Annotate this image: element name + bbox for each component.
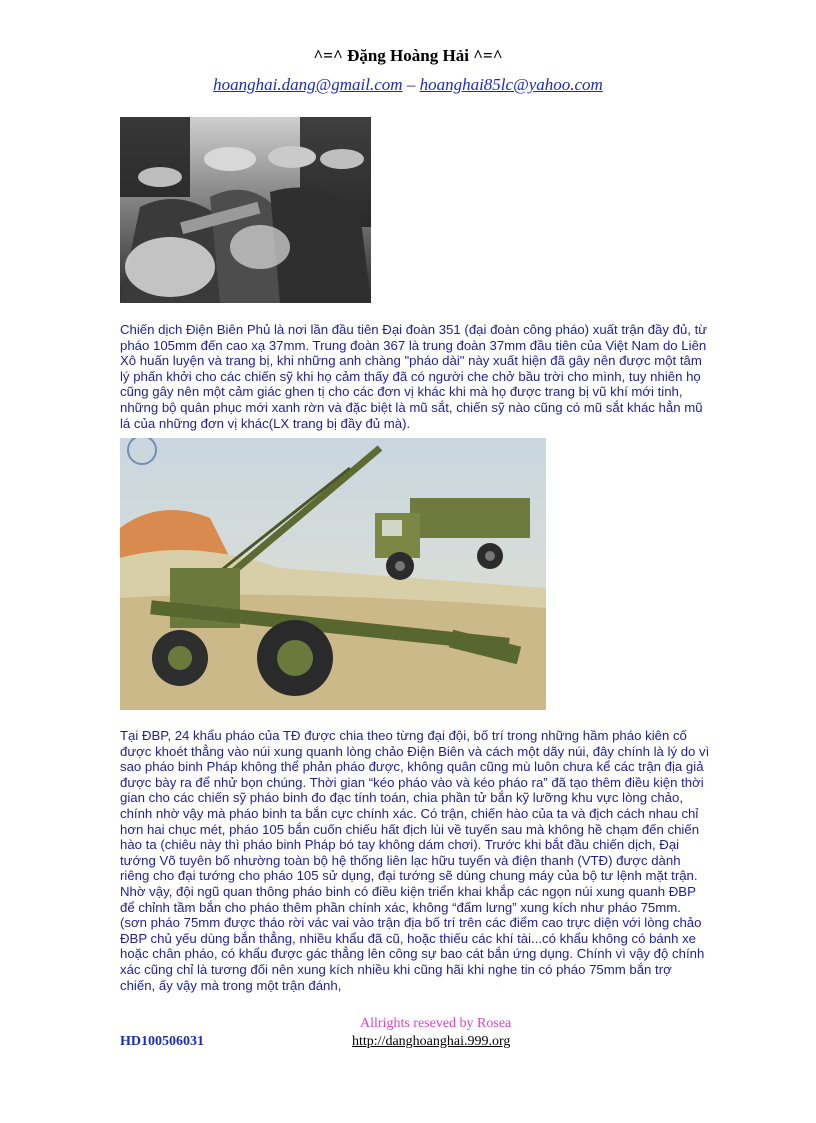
email-separator: –: [402, 75, 420, 94]
author-emails: [0, 75, 816, 95]
historical-photo-soldiers: [120, 117, 371, 303]
footer-rights: Allrights reseved by Rosea: [360, 1016, 512, 1031]
aa-gun-painting: [120, 438, 546, 710]
paragraph-artillery: Tại ĐBP, 24 khẩu pháo của TĐ được chia theo từng đại đội, bố trí trong những hầm pháo kiên cố được khoét thẳng vào núi xung quanh lòng chảo Điện Biên và cách một dãy núi, đây chính là lý do vì sao pháo binh Pháp không thể phản pháo được, không quân cũng mù luôn chưa kể các trận địa giả được bày ra để nhử bọn chúng. Thời gian “kéo pháo vào và kéo pháo ra” đã tạo thêm điều kiện thời gian cho các chiến sỹ pháo binh đo đạc tính toán, chia phần tử bắn kỹ lưỡng khu vực lòng chảo, chính nhờ vậy mà pháo binh ta bắn cực chính xác. Có trận, chiến hào của ta và địch cách nhau chỉ hơn hai chục mét, pháo 105 bắn cuốn chiếu hất địch lùi về tuyến sau mà không hề chạm đến chiến hào ta (chiêu này thì pháo binh Pháp bó tay không dám chơi). Trước khi bắt đầu chiến dịch, Đại tướng Võ tuyên bố nhường toàn bộ hệ thống liên lạc hữu tuyến và điện thanh (VTĐ) được dành riêng cho đại tướng cho pháo 105 sử dụng, đại tướng sẽ dùng chung máy của bộ tư lệnh mặt trận. Nhờ vậy, đội ngũ quan thông pháo binh có điều kiện triển khai khắp các ngọn núi xung quanh ĐBP để chỉnh tầm bắn cho pháo thêm phần chính xác, không “đấm lưng” xung kích như pháo 75mm. (sơn pháo 75mm được tháo rời vác vai vào trận địa bố trí trên các điểm cao trực diện với lòng chảo ĐBP chủ yếu dùng bắn thẳng, nhiều khẩu đã cũ, hoặc thiếu các khí tài...có khẩu không có bánh xe hoặc chân pháo, có khẩu được gác thẳng lên công sự bao cát bắn ứng dụng. Chính vì vậy độ chính xác cũng chỉ là tương đối nên xung kích nhiều khi cũng hãi khi nghe tin có pháo 75mm bắn trợ chiến, ấy vậy mà trong một trận đánh,: [120, 728, 710, 993]
soldiers-photo-illustration: [120, 117, 371, 303]
anti-aircraft-gun-illustration: [120, 438, 546, 710]
paragraph-intro: Chiến dịch Điện Biên Phủ là nơi lần đầu tiên Đại đoàn 351 (đại đoàn công pháo) xuất trận đầy đủ, từ pháo 105mm đến cao xạ 37mm. Trung đoàn 367 là trung đoàn 37mm đầu tiên của Việt Nam do Liên Xô huấn luyện và trang bị, khi những anh chàng "pháo dài" này xuất hiện đã gây nên được một tâm lý phấn khởi cho các chiến sỹ khi họ cảm thấy đã có người che chở bầu trời cho mình, tuy nhiên họ cũng gây nên một cảm giác ghen tị cho các đơn vị khác khi mà họ được trang bị vũ khí mới tinh, những bộ quân phục mới xanh rờn và đặc biệt là mũ sắt, chiến sỹ nào cũng có mũ sắt khác hẳn mũ lá của những đơn vị khác(LX trang bị đầy đủ mà).: [120, 322, 708, 431]
document-code: HD100506031: [120, 1034, 204, 1049]
document-title: ^=^ Đặng Hoàng Hải ^=^: [313, 46, 503, 65]
email-link-gmail[interactable]: hoanghai.dang@gmail.com: [213, 75, 403, 94]
email-link-yahoo[interactable]: hoanghai85lc@yahoo.com: [419, 75, 603, 94]
website-link[interactable]: http://danghoanghai.999.org: [352, 1034, 511, 1049]
